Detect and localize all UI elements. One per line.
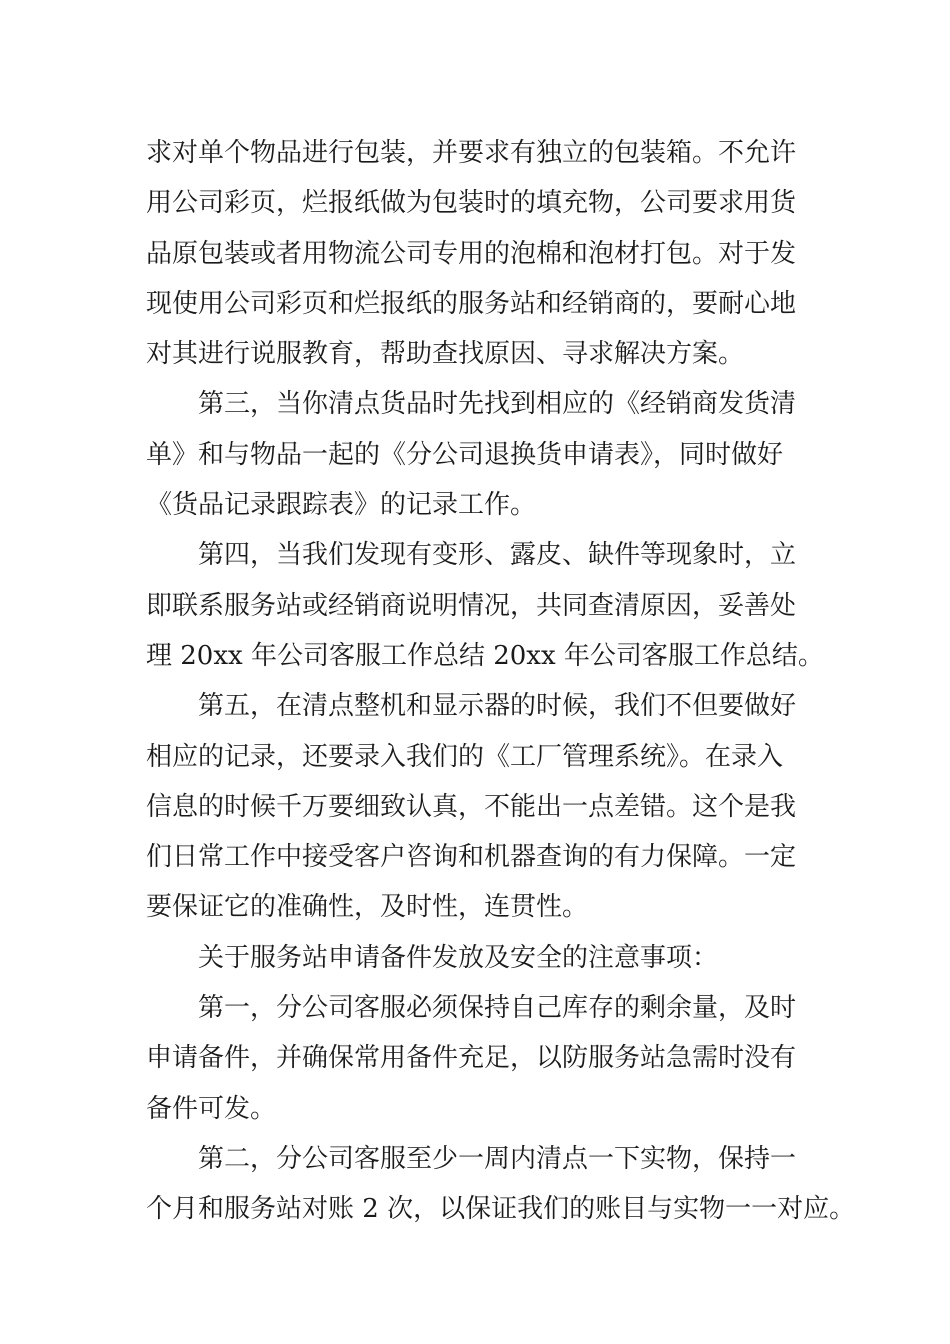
section-heading-line: 关于服务站申请备件发放及安全的注意事项： [198, 942, 719, 973]
text-line: 个月和服务站对账 2 次，以保证我们的账目与实物一一对应。 [146, 1194, 856, 1225]
text-line: 们日常工作中接受客户咨询和机器查询的有力保障。一定 [146, 842, 797, 873]
text-line: 备件可发。 [146, 1093, 277, 1124]
text-line: 品原包装或者用物流公司专用的泡棉和泡材打包。对于发 [146, 238, 797, 269]
text-line: 理 20xx 年公司客服工作总结 20xx 年公司客服工作总结。 [146, 640, 824, 671]
text-line: 信息的时候千万要细致认真，不能出一点差错。这个是我 [146, 791, 797, 822]
text-line: 用公司彩页，烂报纸做为包装时的填充物，公司要求用货 [146, 188, 797, 219]
document-body [146, 128, 856, 1235]
text-line: 对其进行说服教育，帮助查找原因、寻求解决方案。 [146, 339, 745, 370]
text-line: 要保证它的准确性，及时性，连贯性。 [146, 892, 589, 923]
paragraph-start-line: 第四，当我们发现有变形、露皮、缺件等现象时，立 [198, 540, 797, 571]
text-line: 相应的记录，还要录入我们的《工厂管理系统》。在录入 [146, 741, 784, 772]
text-line: 《货品记录跟踪表》的记录工作。 [146, 490, 537, 521]
paragraph-start-line: 第三，当你清点货品时先找到相应的《经销商发货清 [198, 389, 797, 420]
paragraph-start-line: 第五，在清点整机和显示器的时候，我们不但要做好 [198, 691, 797, 722]
paragraph-start-line: 第二，分公司客服至少一周内清点一下实物，保持一 [198, 1143, 797, 1174]
text-line: 现使用公司彩页和烂报纸的服务站和经销商的，要耐心地 [146, 288, 797, 319]
paragraph-start-line: 第一，分公司客服必须保持自己库存的剩余量，及时 [198, 993, 797, 1024]
text-line: 求对单个物品进行包装，并要求有独立的包装箱。不允许 [146, 138, 797, 168]
text-line: 单》和与物品一起的《分公司退换货申请表》，同时做好 [146, 439, 784, 470]
text-line: 申请备件，并确保常用备件充足，以防服务站急需时没有 [146, 1043, 797, 1074]
text-line: 即联系服务站或经销商说明情况，共同查清原因，妥善处 [146, 590, 797, 621]
